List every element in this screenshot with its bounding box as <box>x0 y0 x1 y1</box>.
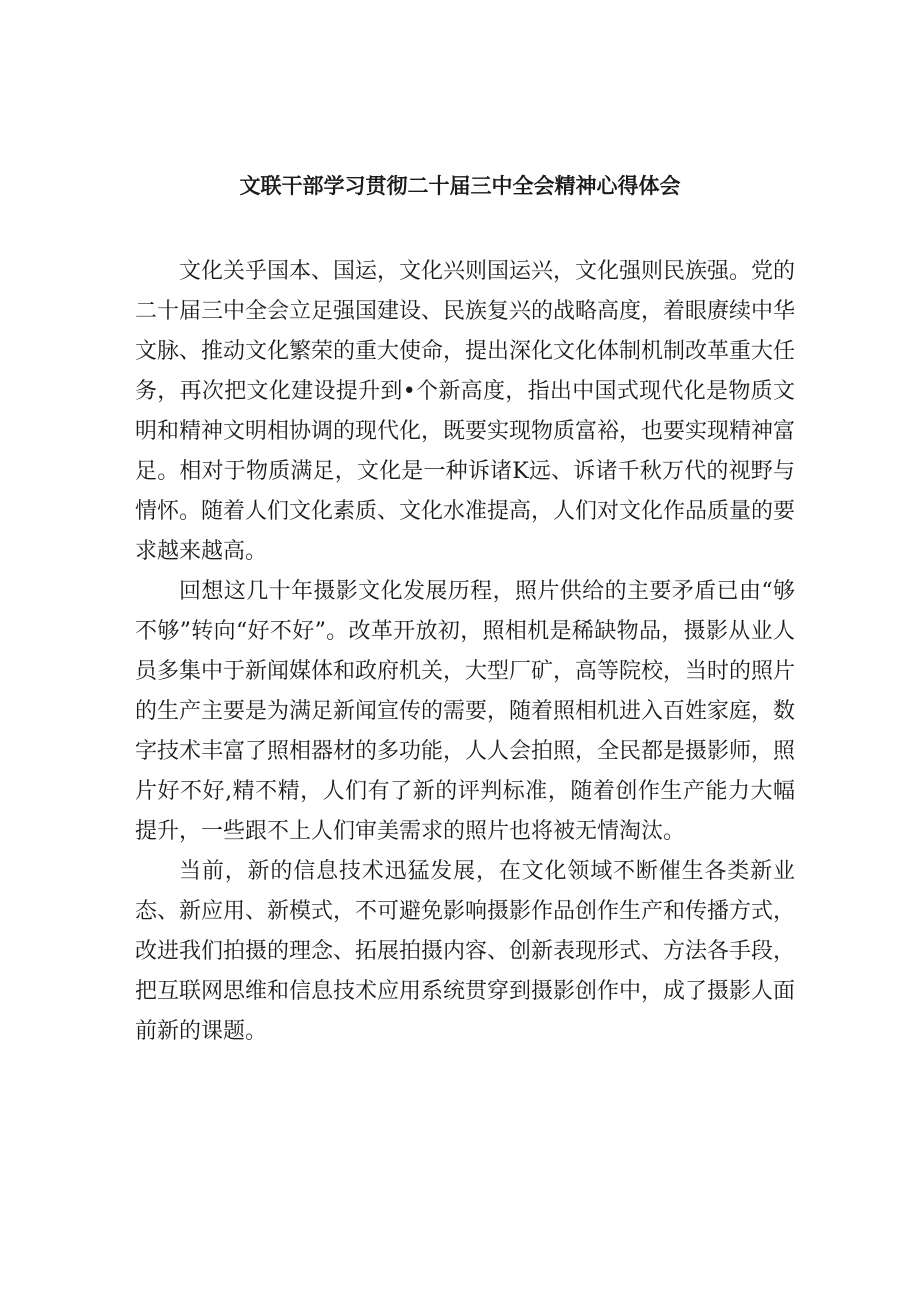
paragraph-3: 当前，新的信息技术迅猛发展，在文化领域不断催生各类新业态、新应用、新模式，不可避免影响摄影作品创作生产和传播方式，改进我们拍摄的理念、拓展拍摄内容、创新表现形式、方法各手段，把互联网思维和信息技术应用系统贯穿到摄影创作中，成了摄影人面前新的课题。 <box>135 859 796 1044</box>
paragraph-2: 回想这几十年摄影文化发展历程，照片供给的主要矛盾已由“够不够”转向“好不好”。改革开放初，照相机是稀缺物品，摄影从业人员多集中于新闻媒体和政府机关，大型厂矿，高等院校，当时的照片的生产主要是为满足新闻宣传的需要，随着照相机进入百姓家庭，数字技术丰富了照相器材的多功能，人人会拍照，全民都是摄影师，照片好不好,精不精，人们有了新的评判标准，随着创作生产能力大幅提升，一些跟不上人们审美需求的照片也将被无情淘汰。 <box>135 579 796 844</box>
paragraph-1: 文化关乎国本、国运，文化兴则国运兴，文化强则民族强。党的二十届三中全会立足强国建设、民族复兴的战略高度，着眼赓续中华文脉、推动文化繁荣的重大使命，提出深化文化体制机制改革重大任务，再次把文化建设提升到•个新高度，指出中国式现代化是物质文明和精神文明相协调的现代化，既要实现物质富裕，也要实现精神富足。相对于物质满足，文化是一种诉诸K远、诉诸千秋万代的视野与情怀。随着人们文化素质、文化水准提高，人们对文化作品质量的要求越来越高。 <box>135 259 796 564</box>
document-title: 文联干部学习贯彻二十届三中全会精神心得体会 <box>239 174 681 198</box>
document-body <box>135 252 795 1052</box>
